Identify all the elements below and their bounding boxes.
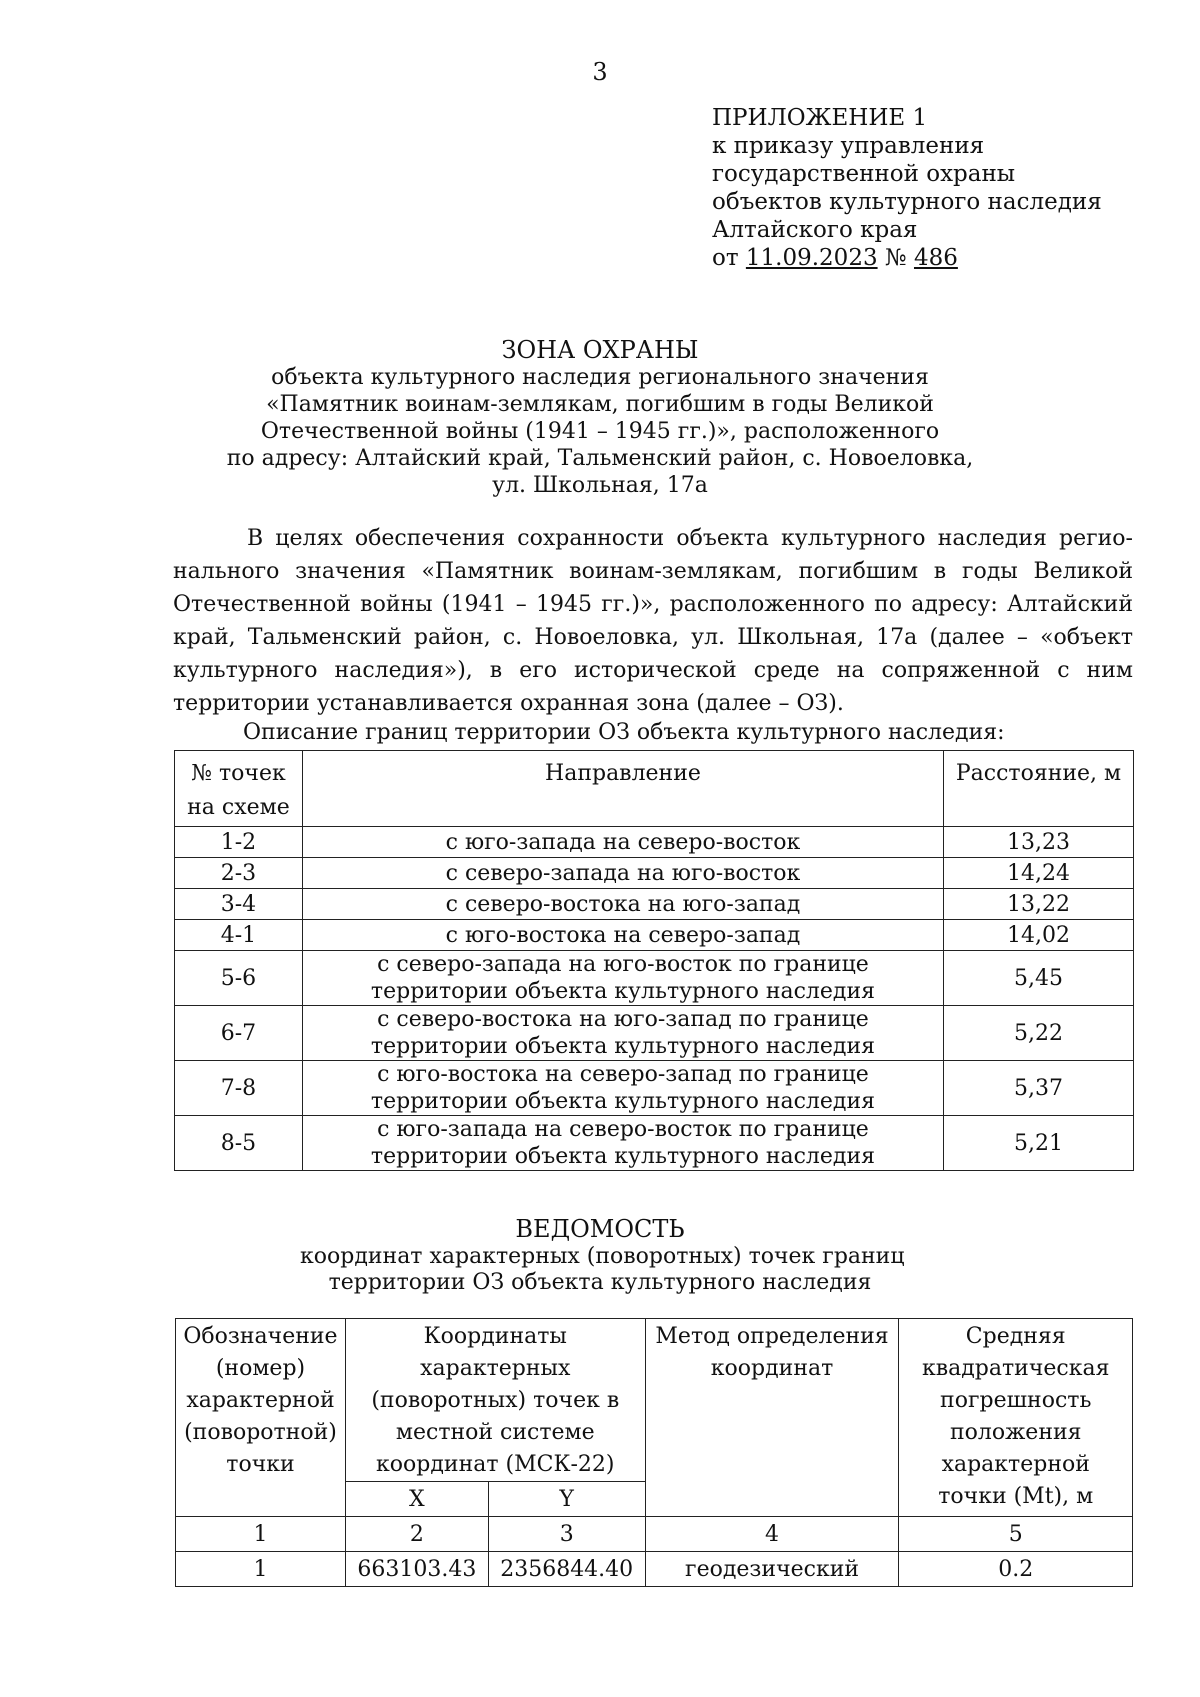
header-error: [899, 1319, 1133, 1517]
direction-cell: [302, 951, 943, 1006]
header-line: характерной: [186, 1388, 335, 1413]
numbering-cell: 2: [345, 1517, 488, 1552]
direction-line: территории объекта культурного наследия: [370, 1089, 875, 1114]
boundary-table-header: [175, 751, 1134, 827]
header-designation: [176, 1319, 346, 1517]
header-coordinates: [345, 1319, 645, 1482]
appendix-line: государственной охраны: [712, 161, 1016, 187]
header-distance: Расстояние, м: [944, 751, 1134, 827]
points-cell: 1-2: [175, 827, 303, 858]
header-direction: Направление: [302, 751, 943, 827]
header-line: погрешность: [940, 1388, 1092, 1413]
description-caption: Описание границ территории ОЗ объекта культурного наследия:: [243, 720, 1005, 745]
header-line: (поворотной): [184, 1420, 337, 1445]
table-row: [175, 889, 1134, 920]
numbering-cell: 1: [176, 1517, 346, 1552]
direction-line: территории объекта культурного наследия: [370, 1144, 875, 1169]
header-line: характерных: [420, 1356, 571, 1381]
table-row: [175, 951, 1134, 1006]
header-line: Средняя: [965, 1324, 1066, 1349]
header-line: Метод определения: [655, 1324, 889, 1349]
coords-table-body: [176, 1552, 1133, 1587]
x-cell: 663103.43: [345, 1552, 488, 1587]
vedomost-title: ВЕДОМОСТЬ: [515, 1215, 685, 1243]
header-line: квадратическая: [922, 1356, 1110, 1381]
distance-cell: 14,02: [944, 920, 1134, 951]
appendix-header: [712, 104, 1182, 272]
points-cell: 8-5: [175, 1116, 303, 1171]
header-line: точки (Mt), м: [938, 1484, 1094, 1509]
coords-header-row: [176, 1319, 1133, 1482]
header-line: местной системе: [395, 1420, 595, 1445]
zone-subtitle-line: объекта культурного наследия регионального значения: [271, 365, 929, 390]
boundary-table-body: [175, 827, 1134, 1171]
intro-line: нального значения «Памятник воинам-землякам, погибшим в годы Великой: [173, 559, 1133, 584]
intro-line: Отечественной войны (1941 – 1945 гг.)», расположенного по адресу: Алтайский: [173, 592, 1133, 617]
direction-line: с юго-востока на северо-запад: [445, 922, 801, 948]
table-row: [175, 1116, 1134, 1171]
appendix-line: к приказу управления: [712, 133, 985, 159]
header-line: положения: [949, 1420, 1082, 1445]
header-line: Координаты: [423, 1324, 567, 1349]
header-method: [645, 1319, 899, 1517]
direction-cell: [302, 889, 943, 920]
points-cell: 6-7: [175, 1006, 303, 1061]
direction-cell: [302, 858, 943, 889]
vedomost-subtitle-line: территории ОЗ объекта культурного наследия: [328, 1270, 872, 1295]
header-x: X: [345, 1482, 488, 1517]
distance-cell: 13,22: [944, 889, 1134, 920]
number-prefix: №: [877, 245, 914, 271]
numbering-cell: 4: [645, 1517, 899, 1552]
direction-line: с северо-востока на юго-запад по границе: [377, 1007, 869, 1032]
points-cell: 5-6: [175, 951, 303, 1006]
direction-cell: [302, 920, 943, 951]
zone-subtitle: [200, 364, 1000, 499]
header-line: (поворотных) точек в: [371, 1388, 620, 1413]
appendix-line: объектов культурного наследия: [712, 189, 1102, 215]
header-points: № точек на схеме: [175, 751, 303, 827]
direction-cell: [302, 827, 943, 858]
method-cell: геодезический: [645, 1552, 899, 1587]
order-date: 11.09.2023: [745, 245, 878, 271]
page-number: 3: [592, 58, 608, 86]
table-row: [175, 1006, 1134, 1061]
distance-cell: 13,23: [944, 827, 1134, 858]
numbering-cell: 5: [899, 1517, 1133, 1552]
appendix-title: ПРИЛОЖЕНИЕ 1: [712, 105, 928, 131]
error-cell: 0.2: [899, 1552, 1133, 1587]
points-cell: 4-1: [175, 920, 303, 951]
header-line: координат (МСК-22): [376, 1452, 615, 1477]
intro-line: культурного наследия»), в его исторической среде на сопряженной с ним: [173, 658, 1133, 683]
points-cell: 7-8: [175, 1061, 303, 1116]
direction-line: с северо-запада на юго-восток: [445, 860, 801, 886]
zone-subtitle-line: Отечественной войны (1941 – 1945 гг.)», расположенного: [260, 419, 940, 444]
direction-line: территории объекта культурного наследия: [370, 1034, 875, 1059]
header-line: Обозначение: [183, 1324, 338, 1349]
intro-paragraph: [173, 522, 1133, 720]
appendix-line: Алтайского края: [712, 217, 918, 243]
table-row: [175, 858, 1134, 889]
order-number: 486: [913, 245, 958, 271]
intro-line: край, Тальменский район, с. Новоеловка, ул. Школьная, 17а (далее – «объект: [173, 625, 1133, 650]
distance-cell: 14,24: [944, 858, 1134, 889]
distance-cell: 5,21: [944, 1116, 1134, 1171]
points-cell: 2-3: [175, 858, 303, 889]
direction-line: с северо-запада на юго-восток по границе: [377, 952, 869, 977]
direction-line: с юго-запада на северо-восток по границе: [377, 1117, 869, 1142]
numbering-cell: 3: [488, 1517, 645, 1552]
intro-line: территории устанавливается охранная зона (далее – ОЗ).: [173, 691, 844, 716]
points-cell: 3-4: [175, 889, 303, 920]
direction-cell: [302, 1006, 943, 1061]
coordinates-table: [175, 1318, 1133, 1587]
header-y: Y: [488, 1482, 645, 1517]
header-line: координат: [710, 1356, 834, 1381]
zone-subtitle-line: ул. Школьная, 17а: [492, 473, 708, 498]
table-row: [176, 1552, 1133, 1587]
table-row: [175, 920, 1134, 951]
table-row: [175, 827, 1134, 858]
zone-subtitle-line: «Памятник воинам-землякам, погибшим в годы Великой: [266, 392, 934, 417]
direction-line: с юго-востока на северо-запад по границе: [377, 1062, 869, 1087]
zone-subtitle-line: по адресу: Алтайский край, Тальменский район, с. Новоеловка,: [226, 446, 974, 471]
coords-numbering-row: [176, 1517, 1133, 1552]
boundary-table: [174, 750, 1134, 1171]
direction-cell: [302, 1061, 943, 1116]
header-line: характерной: [941, 1452, 1090, 1477]
header-line: точки: [226, 1452, 295, 1477]
direction-line: с юго-запада на северо-восток: [445, 829, 801, 855]
direction-cell: [302, 1116, 943, 1171]
direction-line: территории объекта культурного наследия: [370, 979, 875, 1004]
table-row: [175, 1061, 1134, 1116]
header-line: (номер): [215, 1356, 306, 1381]
vedomost-subtitle-line: координат характерных (поворотных) точек границ: [300, 1244, 905, 1269]
distance-cell: 5,45: [944, 951, 1134, 1006]
date-prefix: от: [712, 245, 746, 271]
intro-line: В целях обеспечения сохранности объекта культурного наследия регио-: [247, 526, 1133, 551]
y-cell: 2356844.40: [488, 1552, 645, 1587]
vedomost-subtitle: [300, 1244, 905, 1296]
designation-cell: 1: [176, 1552, 346, 1587]
zone-title: ЗОНА ОХРАНЫ: [501, 336, 699, 364]
distance-cell: 5,37: [944, 1061, 1134, 1116]
distance-cell: 5,22: [944, 1006, 1134, 1061]
direction-line: с северо-востока на юго-запад: [445, 891, 801, 917]
appendix-date-line: [712, 244, 1182, 272]
